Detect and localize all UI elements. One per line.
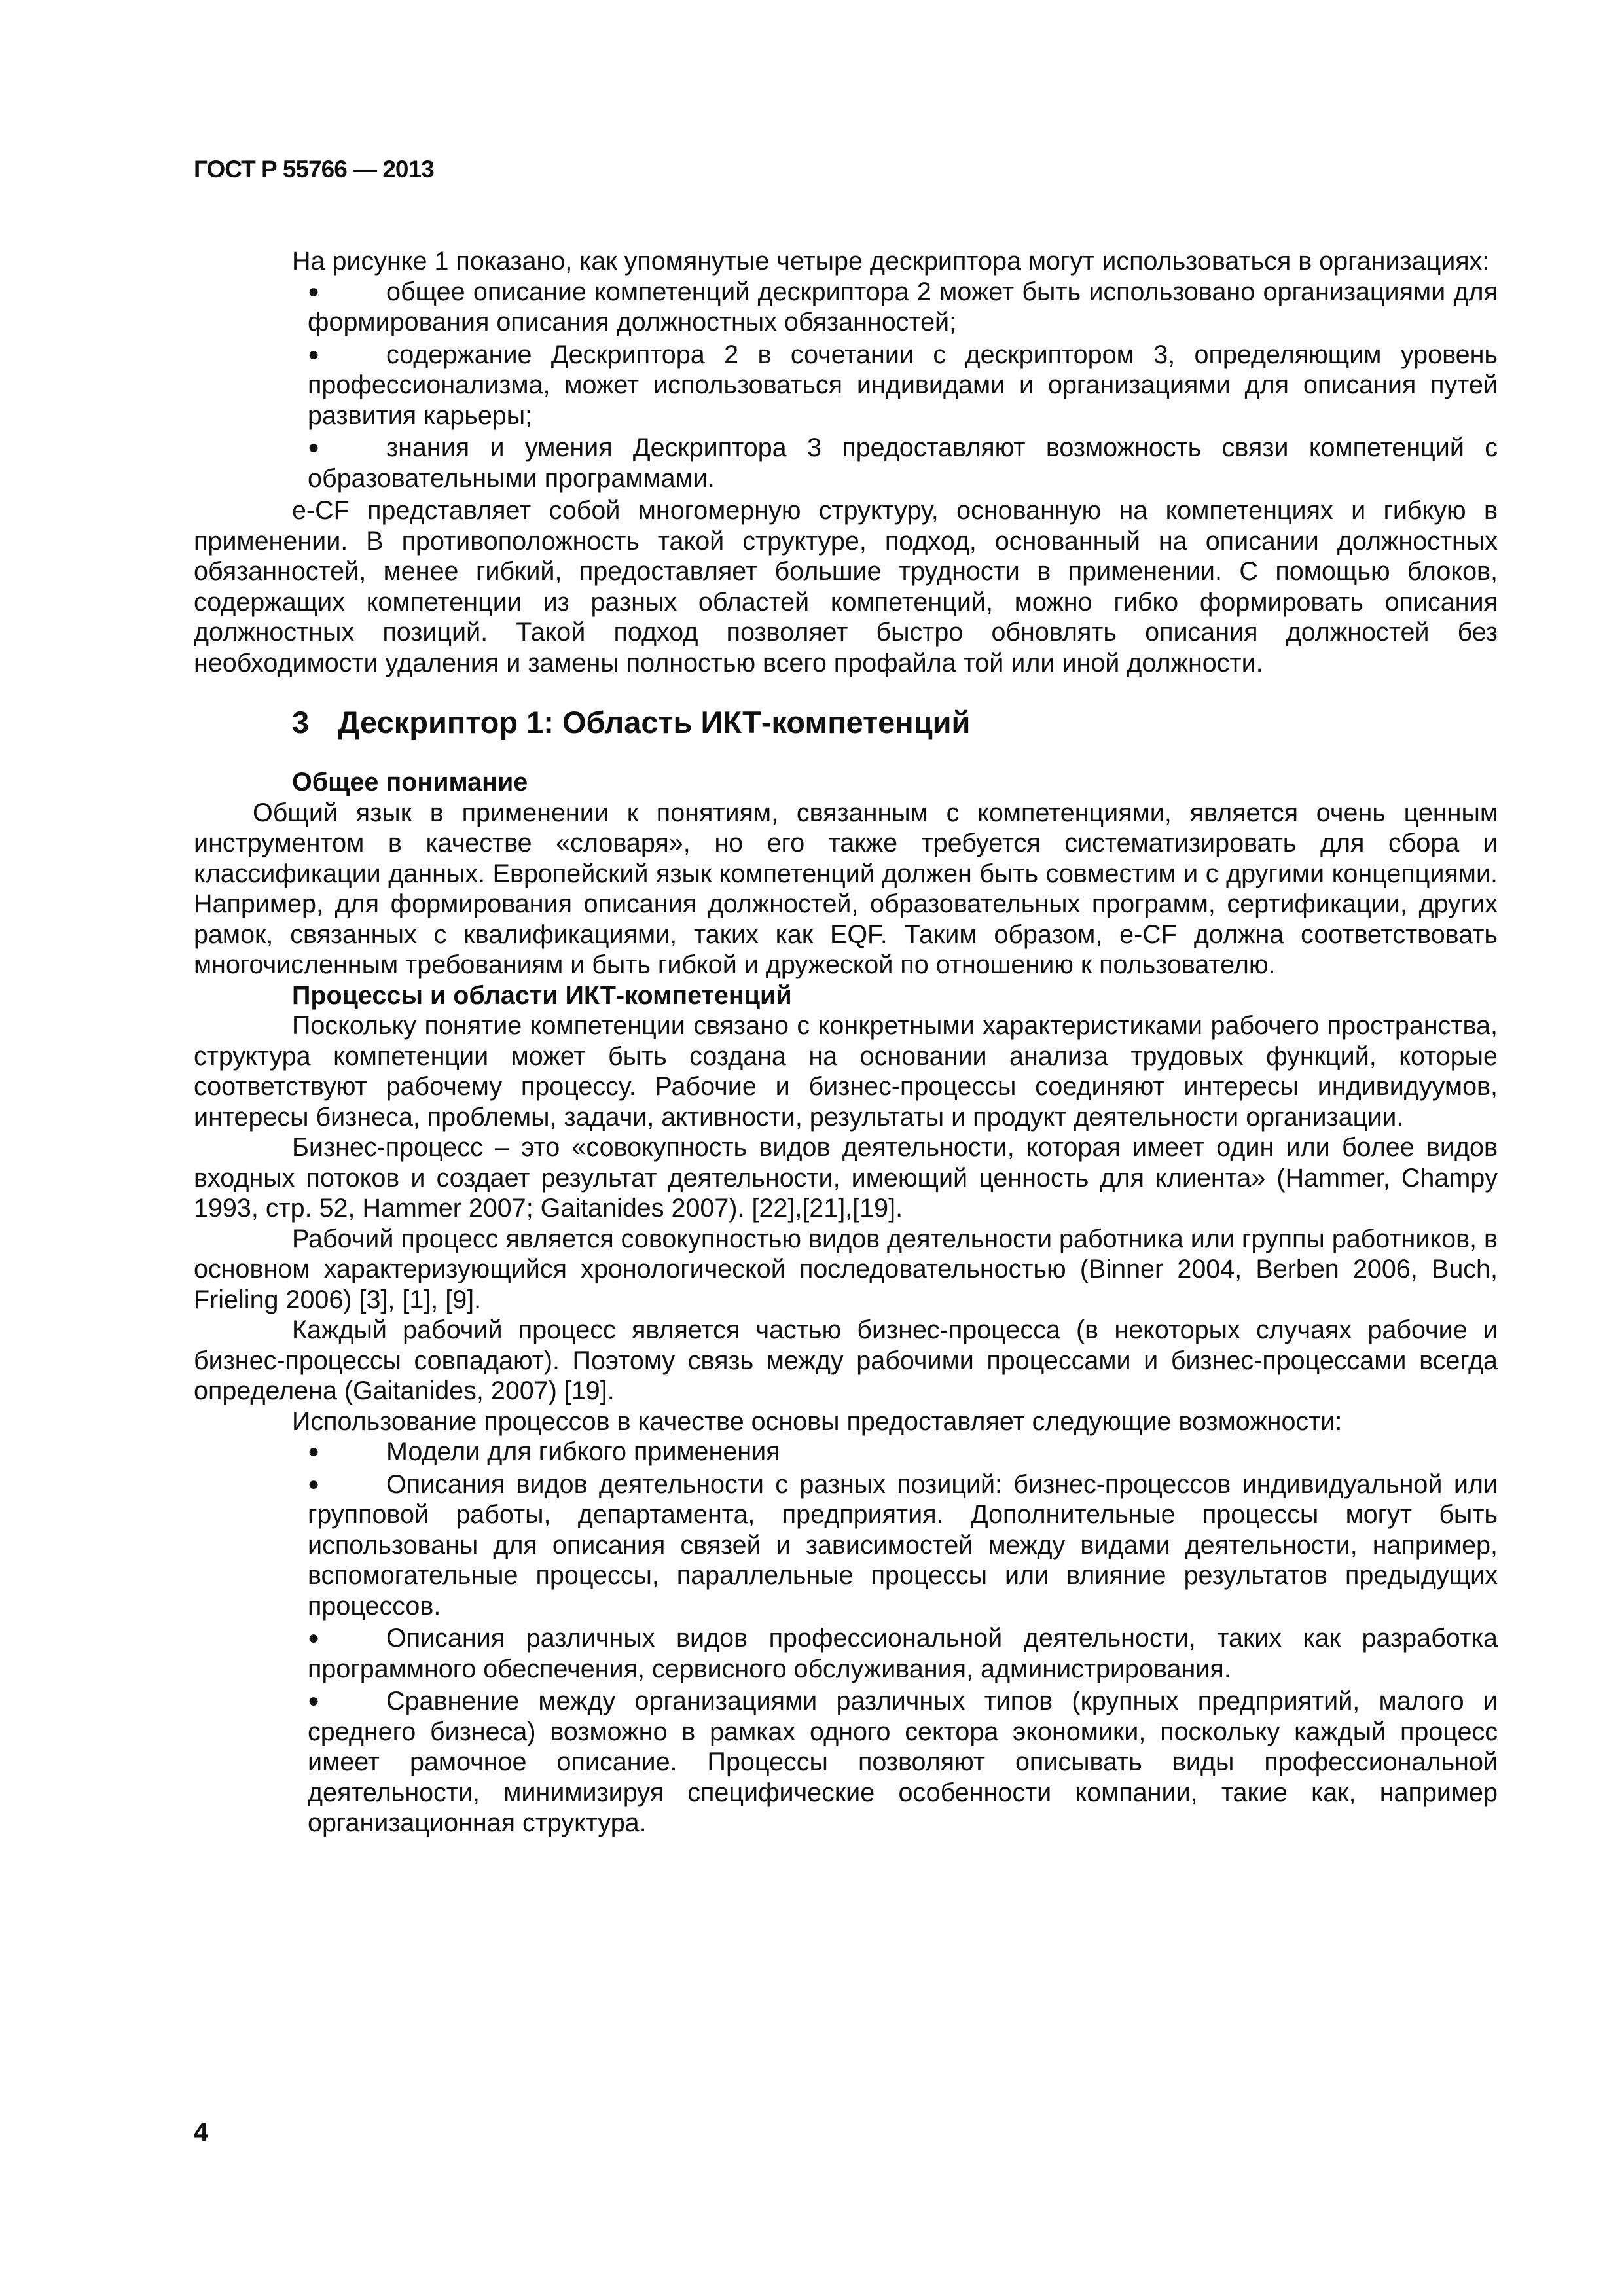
general-understanding-paragraph: Общий язык в применении к понятиям, связанным с компетенциями, является очень ценным инструментом в качестве «словаря», но его также требуется систематизировать для сбора и классификации данных. Европейский язык компетенций должен быть совместим и с другими концепциями. Например, для формирования описания должностей, образовательных программ, сертификации, других рамок, связанных с квалификациями, таких как EQF. Таким образом, e-CF должна соответствовать многочисленным требованиям и быть гибкой и дружеской по отношению к пользователю.	[194, 798, 1498, 979]
list-item	[194, 433, 1498, 493]
bullet-icon: ●	[308, 280, 320, 302]
page-body	[194, 246, 1498, 1840]
usage-bullet-list	[194, 1437, 1498, 1839]
ecf-paragraph: e-CF представляет собой многомерную структуру, основанную на компетенциях и гибкую в применении. В противоположность такой структуре, подход, основанный на описании должностных обязанностей, менее гибкий, предоставляет большие трудности в применении. С помощью блоков, содержащих компетенции из разных областей компетенций, можно гибко формировать описания должностных позиций. Такой подход позволяет быстро обновлять описания должностей без необходимости удаления и замены полностью всего профайла той или иной должности.	[194, 496, 1498, 677]
general-understanding-heading: Общее понимание	[292, 768, 528, 797]
list-item-text: Сравнение между организациями различных типов (крупных предприятий, малого и среднего бизнеса) возможно в рамках одного сектора экономики, поскольку каждый процесс имеет рамочное описание. Процессы позволяют описывать виды профессиональной деятельности, минимизируя специфические особенности компании, такие как, например организационная структура.	[308, 1687, 1498, 1837]
bullet-icon: ●	[308, 1441, 320, 1462]
bullet-icon: ●	[308, 437, 320, 458]
list-item	[194, 1437, 1498, 1467]
section-heading	[292, 704, 1498, 741]
processes-paragraph: Поскольку понятие компетенции связано с конкретными характеристиками рабочего пространства, структура компетенции может быть создана на основании анализа трудовых функций, которые соответствуют рабочему процессу. Рабочие и бизнес-процессы соединяют интересы индивидуумов, интересы бизнеса, проблемы, задачи, активности, результаты и продукт деятельности организации.	[194, 1011, 1498, 1132]
bullet-icon: ●	[308, 1627, 320, 1649]
business-process-paragraph: Бизнес-процесс – это «совокупность видов деятельности, которая имеет один или более видов входных потоков и создает результат деятельности, имеющий ценность для клиента» (Hammer, Champy 1993, стр. 52, Hammer 2007; Gaitanides 2007). [22],[21],[19].	[194, 1133, 1498, 1223]
list-item	[194, 1469, 1498, 1622]
section-title: Дескриптор 1: Область ИКТ-компетенций	[338, 705, 971, 740]
work-process-paragraph: Рабочий процесс является совокупностью видов деятельности работника или группы работников, в основном характеризующийся хронологической последовательностью (Binner 2004, Berben 2006, Buch, Frieling 2006) [3], [1], [9].	[194, 1224, 1498, 1314]
list-item	[194, 1623, 1498, 1684]
list-item-text: общее описание компетенций дескриптора 2 может быть использовано организациями для формирования описания должностных обязанностей;	[308, 277, 1498, 336]
list-item-text: Модели для гибкого применения	[386, 1437, 780, 1466]
list-item-text: Описания видов деятельности с разных позиций: бизнес-процессов индивидуальной или групповой работы, департамента, предприятия. Дополнительные процессы могут быть использованы для описания связей и зависимостей между видами деятельности, например, вспомогательные процессы, параллельные процессы или влияние результатов предыдущих процессов.	[308, 1469, 1498, 1621]
bullet-icon: ●	[308, 1473, 320, 1495]
standard-code-header: ГОСТ Р 55766 — 2013	[194, 156, 434, 183]
list-item	[194, 277, 1498, 338]
list-item-text: Описания различных видов профессиональной деятельности, таких как разработка программного обеспечения, сервисного обслуживания, администрирования.	[308, 1624, 1498, 1683]
bullet-icon: ●	[308, 343, 320, 365]
section-number: 3	[292, 705, 310, 740]
processes-heading: Процессы и области ИКТ-компетенций	[292, 980, 792, 1010]
page-number: 4	[194, 2118, 209, 2147]
list-item	[194, 1686, 1498, 1839]
usage-lead-paragraph: Использование процессов в качестве основы предоставляет следующие возможности:	[292, 1407, 1343, 1436]
bullet-icon: ●	[308, 1690, 320, 1712]
intro-bullet-list	[194, 277, 1498, 494]
list-item-text: знания и умения Дескриптора 3 предоставляют возможность связи компетенций с образовательными программами.	[308, 433, 1498, 493]
list-item-text: содержание Дескриптора 2 в сочетании с дескриптором 3, определяющим уровень профессионализма, может использоваться индивидами и организациями для описания путей развития карьеры;	[308, 340, 1498, 430]
list-item	[194, 340, 1498, 431]
relation-paragraph: Каждый рабочий процесс является частью бизнес-процесса (в некоторых случаях рабочие и бизнес-процессы совпадают). Поэтому связь между рабочими процессами и бизнес-процессами всегда определена (Gaitanides, 2007) [19].	[194, 1316, 1498, 1405]
intro-lead-paragraph: На рисунке 1 показано, как упомянутые четыре дескриптора могут использоваться в организациях:	[292, 247, 1490, 276]
